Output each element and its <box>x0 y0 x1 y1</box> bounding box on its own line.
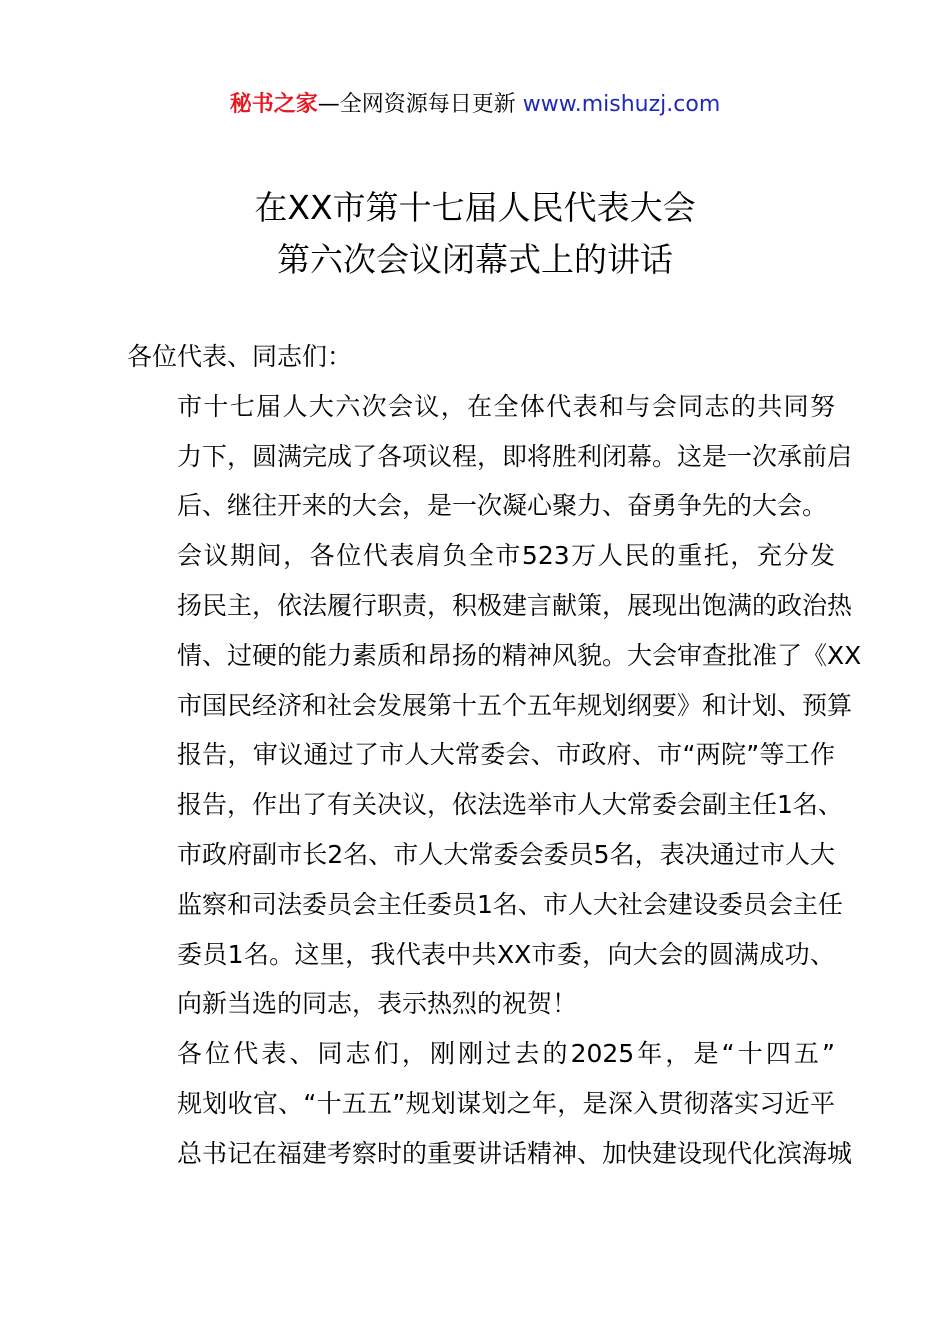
paragraph-line: 各位代表、同志们，刚刚过去的2025年，是“十四五” <box>177 1039 835 1069</box>
site-header <box>0 88 950 122</box>
paragraph-line: 力下，圆满完成了各项议程，即将胜利闭幕。这是一次承前启 <box>177 441 853 471</box>
site-url-link[interactable]: www.mishuzj.com <box>522 92 721 117</box>
paragraph-line: 情、过硬的能力素质和昂扬的精神风貌。大会审查批准了《XX <box>177 640 862 670</box>
paragraph-line: 市政府副市长2名、市人大常委会委员5名，表决通过市人大 <box>177 839 835 869</box>
paragraph-line: 监察和司法委员会主任委员1名、市人大社会建设委员会主任 <box>177 889 843 919</box>
paragraph-1 <box>127 382 853 531</box>
paragraph-line: 向新当选的同志，表示热烈的祝贺！ <box>177 989 578 1019</box>
paragraph-line: 会议期间，各位代表肩负全市523万人民的重托，充分发 <box>177 541 835 571</box>
paragraph-line: 报告，审议通过了市人大常委会、市政府、市“两院”等工作 <box>177 740 835 770</box>
site-brand: 秘书之家 <box>229 92 318 117</box>
paragraph-line: 报告，作出了有关决议，依法选举市人大常委会副主任1名、 <box>177 790 843 820</box>
paragraph-line: 市国民经济和社会发展第十五个五年规划纲要》和计划、预算 <box>177 690 853 720</box>
paragraph-3 <box>127 1029 853 1178</box>
document-title <box>0 182 950 286</box>
salutation: 各位代表、同志们： <box>127 342 353 371</box>
title-line-2: 第六次会议闭幕式上的讲话 <box>277 240 673 279</box>
paragraph-line: 市十七届人大六次会议，在全体代表和与会同志的共同努 <box>177 391 835 421</box>
document-body <box>127 332 862 1179</box>
paragraph-line: 委员1名。这里，我代表中共XX市委，向大会的圆满成功、 <box>177 939 835 969</box>
paragraph-2 <box>127 531 862 1029</box>
title-line-1: 在XX市第十七届人民代表大会 <box>254 188 696 227</box>
paragraph-line: 后、继往开来的大会，是一次凝心聚力、奋勇争先的大会。 <box>177 491 828 521</box>
paragraph-line: 总书记在福建考察时的重要讲话精神、加快建设现代化滨海城 <box>177 1138 853 1168</box>
site-tagline: —全网资源每日更新 <box>317 92 523 117</box>
paragraph-line: 扬民主，依法履行职责，积极建言献策，展现出饱满的政治热 <box>177 590 853 620</box>
paragraph-line: 规划收官、“十五五”规划谋划之年，是深入贯彻落实习近平 <box>177 1088 835 1118</box>
